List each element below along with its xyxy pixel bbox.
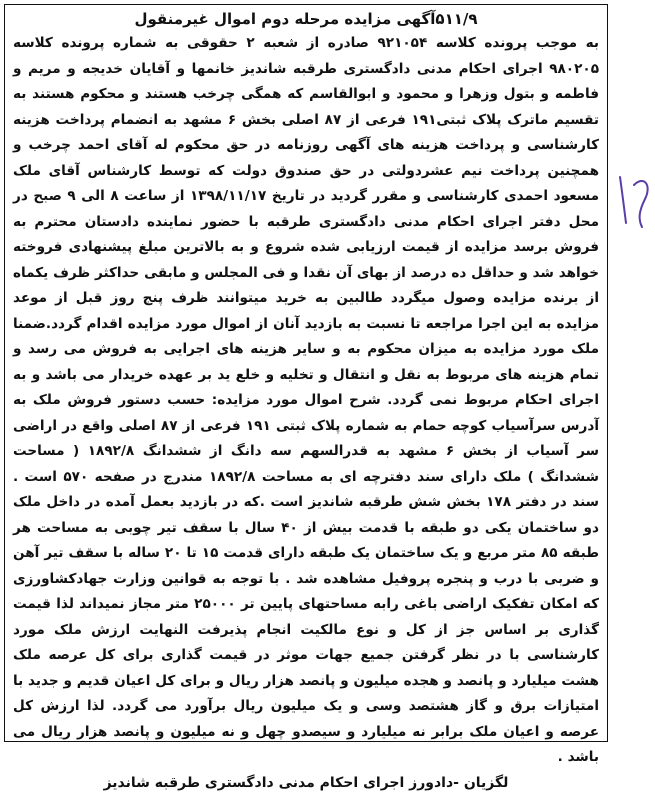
notice-body: به موجب پرونده کلاسه ۹۲۱۰۵۴ صادره از شعبه ۲ حقوقی به شماره پرونده کلاسه ۹۸۰۲۰۵ اجرای احکام مدنی دادگستری طرقبه شاندیز خانمها و آقایان خدیجه و مریم و فاطمه و بتول وزهرا و محمود و ابوالقاسم که همگی چرخب هستند و محکوم هستند به تقسیم ماترک پلاک ثبتی۱۹۱ فرعی از ۸۷ اصلی بخش ۶ مشهد به انضمام پرداخت هزینه کارشناسی و پرداخت هزینه های آگهی روزنامه در حق محکوم له آقای احمد چرخب و همچنین پرداخت نیم عشردولتی در حق صندوق دولت که توسط کارشناس آقای ملک مسعود احمدی کارشناسی و مقرر گردید در تاریخ ۱۳۹۸/۱۱/۱۷ از ساعت ۸ الی ۹ صبح در محل دفتر اجرای احکام مدنی دادگستری طرقبه با حضور نماینده دادستان محترم به فروش برسد مزایده از قیمت ارزیابی شده شروع و به بالاترین مبلغ پیشنهادی فروخته خواهد شد و حداقل ده درصد از بهای آن نقدا و فی المجلس و مابقی حداکثر ظرف یکماه از برنده مزایده وصول میگردد طالبین به خرید میتوانند ظرف پنج روز قبل از موعد مزایده به این اجرا مراجعه تا نسبت به بازدید آنان از اموال مورد مزایده اقدام گردد.ضمنا ملک مورد مزایده به میزان محکوم به و سایر هزینه های اجرایی به فروش می رسد و تمام هزینه های مربوط به نقل و انتقال و تخلیه و خلع ید بر عهده خریدار می باشد و به اجرای احکام مربوط نمی گردد. شرح اموال مورد مزایده: حسب دستور فروش ملک به آدرس سرآسیاب کوچه حمام به شماره پلاک ثبتی ۱۹۱ فرعی از ۸۷ اصلی واقع در اراضی سر آسیاب از بخش ۶ مشهد به قدرالسهم سه دانگ از ششدانگ ۱۸۹۲/۸ ( مساحت ششدانگ ) ملک دارای سند دفترچه ای به مساحت ۱۸۹۲/۸ مندرج در صفحه ۵۷۰ است . سند در دفتر ۱۷۸ بخش شش طرقبه شاندیز است .که در بازدید بعمل آمده در داخل ملک دو ساختمان یکی دو طبقه با قدمت بیش از ۴۰ سال با سقف تیر چوبی به مساحت هر طبقه ۸۵ متر مربع و یک ساختمان یک طبقه دارای قدمت ۱۵ تا ۲۰ ساله با سقف تیر آهن و ضربی با درب و پنجره پروفیل مشاهده شد . با توجه به قوانین وزارت جهادکشاورزی که امکان تفکیک اراضی باغی رابه مساحتهای پایین تر ۲۵۰۰۰ متر مجاز نمیداند لذا قیمت گذاری بر اساس جز از کل و نوع مالکیت انجام پذیرفت النهایت ارزش ملک مورد کارشناسی با در نظر گرفتن جمیع جهات موثر در قیمت گذاری برای کل عرصه ملک هشت میلیارد و پانصد و هجده میلیون و پانصد هزار ریال و برای کل اعیان قدیم و جدید با امتیازات برق و گاز هشتصد وسی و یک میلیون ریال برآورد می گردد. لذا ارزش کل عرصه و اعیان ملک برابر نه میلیارد و سیصدو چهل و نه میلیون و پانصد هزار ریال می باشد . bbox=[13, 35, 600, 765]
handwritten-margin-mark bbox=[612, 163, 654, 233]
notice-frame bbox=[4, 4, 608, 791]
notice-title: ۵۱۱/۹آگهی مزایده مرحله دوم اموال غیرمنقول bbox=[134, 10, 478, 28]
notice-signature: لگزیان -دادورز اجرای احکام مدنی دادگستری طرقبه شاندیز bbox=[103, 774, 509, 791]
